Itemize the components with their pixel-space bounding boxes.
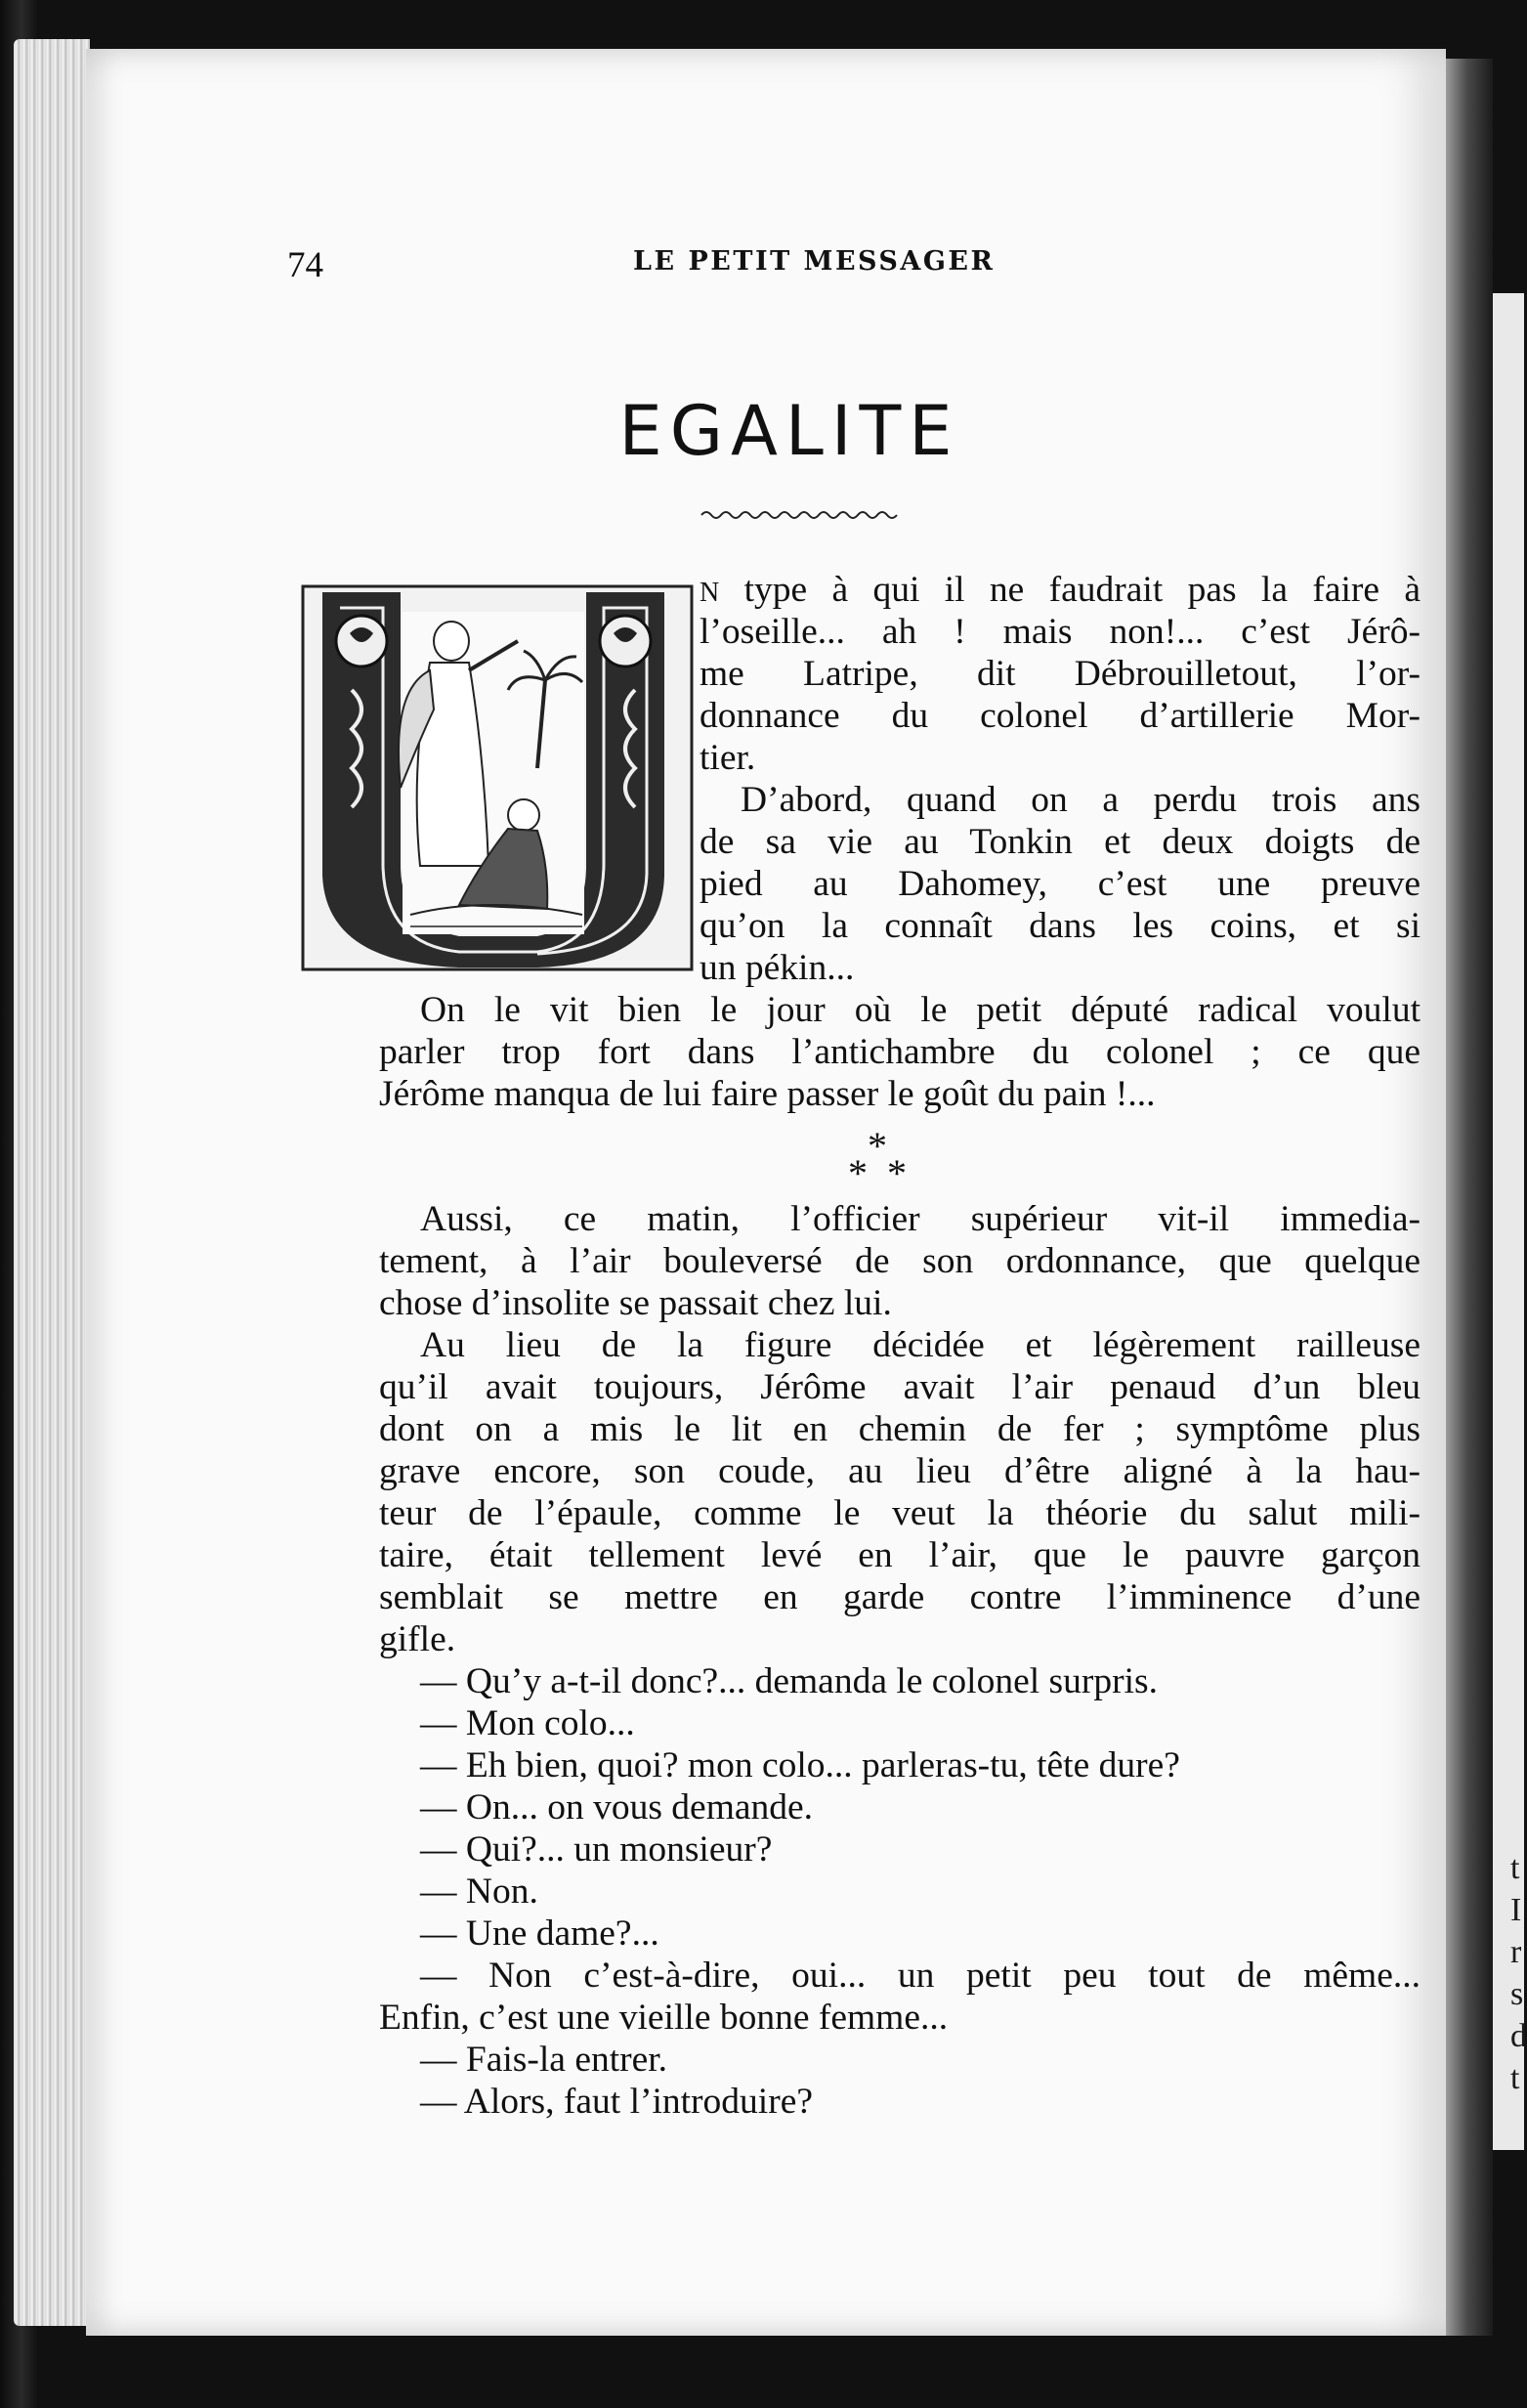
text-line-content: type à qui il ne faudrait pas la faire à bbox=[743, 570, 1421, 610]
text-line: tier. bbox=[700, 738, 756, 778]
running-head bbox=[86, 244, 1446, 303]
text-line: pied au Dahomey, c’est une preuve bbox=[700, 864, 1421, 904]
text-line: qu’il avait toujours, Jérôme avait l’air penaud d’un bleu bbox=[379, 1367, 1421, 1407]
adjacent-letter: s bbox=[1510, 1976, 1524, 2012]
text-line: Jérôme manqua de lui faire passer le goût du pain !... bbox=[379, 1074, 1156, 1114]
adjacent-letter: d bbox=[1510, 2018, 1527, 2054]
stacked-page-edges bbox=[14, 39, 90, 2326]
adjacent-letter: t bbox=[1510, 2060, 1520, 2096]
dialogue-line: — Non. bbox=[420, 1871, 538, 1912]
dialogue-line: — Alors, faut l’introduire? bbox=[420, 2082, 813, 2122]
section-break-asterism bbox=[838, 1124, 926, 1195]
adjacent-letter: t bbox=[1510, 1850, 1520, 1886]
dialogue-line: Enfin, c’est une vieille bonne femme... bbox=[379, 1998, 949, 2038]
text-line: donnance du colonel d’artillerie Mor- bbox=[700, 696, 1421, 736]
text-line: l’oseille... ah ! mais non!... c’est Jérô- bbox=[700, 612, 1421, 652]
book-page bbox=[86, 49, 1446, 2336]
svg-text:*: * bbox=[848, 1151, 868, 1195]
dialogue-line: — Mon colo... bbox=[420, 1703, 635, 1743]
text-line: Au lieu de la figure décidée et légèrement railleuse bbox=[420, 1325, 1421, 1365]
paragraph-three bbox=[379, 989, 1421, 1115]
dialogue-line: — Qu’y a-t-il donc?... demanda le colonel surpris. bbox=[420, 1661, 1158, 1701]
text-line: teur de l’épaule, comme le veut la théorie du salut mili- bbox=[379, 1493, 1421, 1533]
dialogue-line: — Fais-la entrer. bbox=[420, 2040, 668, 2080]
dialogue-line: — Eh bien, quoi? mon colo... parleras-tu, tête dure? bbox=[420, 1745, 1180, 1785]
illustrated-drop-cap bbox=[293, 573, 701, 981]
text-line: de sa vie au Tonkin et deux doigts de bbox=[700, 822, 1421, 862]
dialogue-line: — Non c’est-à-dire, oui... un petit peu tout de même... bbox=[420, 1956, 1421, 1996]
text-line bbox=[700, 569, 1421, 611]
svg-text:*: * bbox=[868, 1124, 887, 1168]
asterism-icon bbox=[838, 1124, 926, 1195]
text-line: me Latripe, dit Débrouilletout, l’or- bbox=[700, 654, 1421, 694]
text-line: un pékin... bbox=[700, 948, 855, 988]
running-title: LE PETIT MESSAGER bbox=[633, 246, 996, 277]
adjacent-letter: r bbox=[1510, 1934, 1522, 1970]
dialogue-line: — On... on vous demande. bbox=[420, 1787, 814, 1828]
dialogue-block bbox=[379, 1660, 1421, 2123]
text-line: grave encore, son coude, au lieu d’être aligné à la hau- bbox=[379, 1451, 1421, 1491]
adjacent-page-letters bbox=[1510, 1847, 1527, 2099]
text-line: parler trop fort dans l’antichambre du colonel ; ce que bbox=[379, 1032, 1421, 1072]
text-line: gifle. bbox=[379, 1619, 456, 1659]
chapter-title: EGALITE bbox=[618, 391, 960, 471]
text-line: On le vit bien le jour où le petit député radical voulut bbox=[420, 990, 1421, 1030]
text-line: dont on a mis le lit en chemin de fer ; symptôme plus bbox=[379, 1409, 1421, 1449]
text-line: Aussi, ce matin, l’officier supérieur vit-il immedia- bbox=[420, 1199, 1421, 1239]
paragraph-four bbox=[379, 1198, 1421, 1324]
text-line: taire, était tellement levé en l’air, que le pauvre garçon bbox=[379, 1535, 1421, 1575]
text-line: qu’on la connaît dans les coins, et si bbox=[700, 906, 1421, 946]
dialogue-line: — Qui?... un monsieur? bbox=[420, 1829, 773, 1870]
text-line: chose d’insolite se passait chez lui. bbox=[379, 1283, 892, 1323]
text-line: semblait se mettre en garde contre l’imminence d’une bbox=[379, 1577, 1421, 1617]
svg-text:*: * bbox=[887, 1151, 907, 1195]
lead-in-small-caps: N bbox=[700, 578, 720, 608]
text-line: D’abord, quand on a perdu trois ans bbox=[741, 780, 1421, 820]
wavy-ornament-rule bbox=[701, 508, 897, 522]
paragraph-five bbox=[379, 1324, 1421, 1660]
paragraph-opening bbox=[700, 569, 1421, 989]
text-line: tement, à l’air bouleversé de son ordonnance, que quelque bbox=[379, 1241, 1421, 1281]
book-gutter-shadow bbox=[1446, 59, 1493, 2336]
page-number: 74 bbox=[287, 245, 323, 285]
dialogue-line: — Une dame?... bbox=[420, 1914, 659, 1954]
adjacent-letter: I bbox=[1510, 1892, 1522, 1928]
